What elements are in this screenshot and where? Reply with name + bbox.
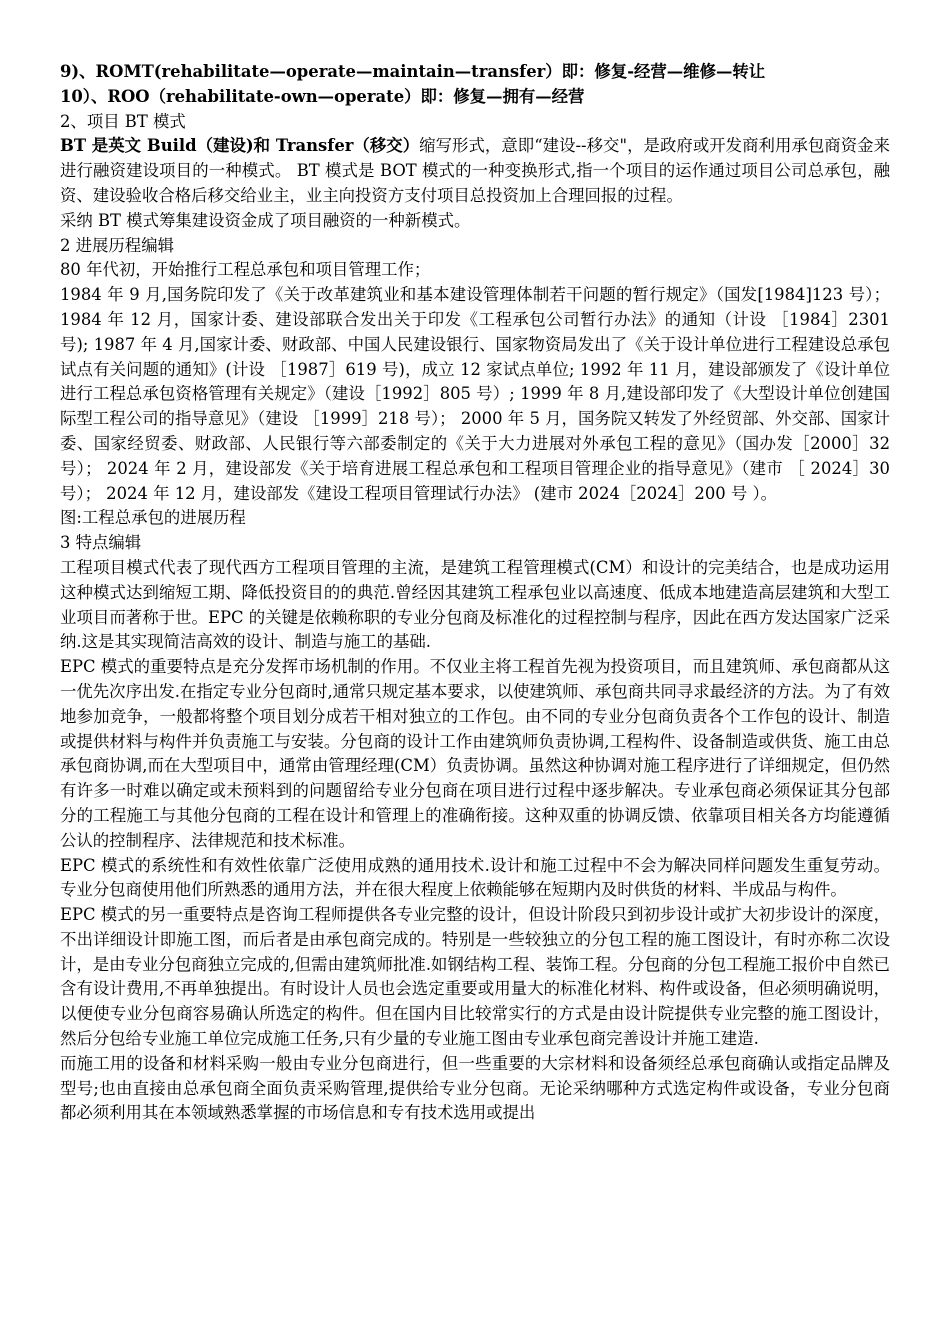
features-paragraph-4: EPC 模式的另一重要特点是咨询工程师提供各专业完整的设计，但设计阶段只到初步设计或扩大初步设计的深度，不出详细设计即施工图，而后者是由承包商完成的。特别是一些较独立的分包工程的施工图设计，有时亦称二次设计，是由专业分包商独立完成的,但需由建筑师批准.如钢结构工程、装饰工程。分包商的分包工程施工报价中自然已含有设计费用,不再单独提出。有时设计人员也会选定重要或用量大的标准化材料、构件或设备，但必须明确说明，以便使专业分包商容易确认所选定的构件。但在国内目比较常实行的方式是由设计院提供专业完整的施工图设计，然后分包给专业施工单位完成施工任务,只有少量的专业施工图由专业承包商完善设计并施工建造.	[60, 905, 890, 1049]
history-paragraph: 1984 年 9 月,国务院印发了《关于改革建筑业和基本建设管理体制若干问题的暂行规定》（国发[1984]123 号）； 1984 年 12 月，国家计委、建设部联合发出关于印发《工程承包公司暂行办法》的通知（计设 ［1984］2301 号); 1987 年 4 月,国家计委、财政部、中国人民建设银行、国家物资局发出了《关于设计单位进行工程建设总承包试点有关问题的通知》(计设 ［1987］619 号)，成立 12 家试点单位; 1992 年 11 月，建设部颁发了《设计单位进行工程总承包资格管理有关规定》（建设［1992］805 号）; 1999 年 8 月,建设部印发了《大型设计单位创建国际型工程公司的指导意见》（建设 ［1999］218 号）； 2000 年 5 月，国务院又转发了外经贸部、外交部、国家计委、国家经贸委、财政部、人民银行等六部委制定的《关于大力进展对外承包工程的意见》（国办发［2000］32 号）； 2024 年 2 月，建设部发《关于培育进展工程总承包和工程项目管理企业的指导意见》（建市 ［ 2024］30 号）； 2024 年 12 月，建设部发《建设工程项目管理试行办法》 (建市 2024［2024］200 号 ）。	[60, 285, 890, 503]
figure-caption: 图:工程总承包的进展历程	[60, 508, 246, 528]
features-heading: 3 特点编辑	[60, 533, 142, 553]
bt-intro-text: 缩写形式，意即“建设--移交"，是政府或开发商利用承包商资金来进行融资建设项目的一种模式。 BT 模式是 BOT 模式的一种变换形式,指一个项目的运作通过项目公司总承包，融资、建设验收合格后移交给业主，业主向投资方支付项目总投资加上合理回报的过程。	[60, 136, 890, 205]
features-paragraph-1: 工程项目模式代表了现代西方工程项目管理的主流，是建筑工程管理模式(CM）和设计的完美结合，也是成功运用这种模式达到缩短工期、降低投资目的的典范.曾经因其建筑工程承包业以高速度、低成本地建造高层建筑和大型工业项目而著称于世。EPC 的关键是依赖称职的专业分包商及标准化的过程控制与程序，因此在西方发达国家广泛采纳.这是其实现简洁高效的设计、制造与施工的基础.	[60, 557, 890, 652]
bt-intro-bold-term: BT 是英文 Build（建设)和 Transfer（移交）	[60, 136, 420, 156]
history-heading: 2 进展历程编辑	[60, 235, 174, 255]
features-paragraph-5: 而施工用的设备和材料采购一般由专业分包商进行，但一些重要的大宗材料和设备须经总承包商确认或指定品牌及型号;也由直接由总承包商全面负责采购管理,提供给专业分包商。无论采纳哪种方式选定构件或设备，专业分包商都必须利用其在本领域熟悉掌握的市场信息和专有技术选用或提出	[60, 1053, 890, 1123]
bt-adoption-line: 采纳 BT 模式筹集建设资金成了项目融资的一种新模式。	[60, 210, 471, 230]
features-paragraph-3: EPC 模式的系统性和有效性依靠广泛使用成熟的通用技术.设计和施工过程中不会为解决同样问题发生重复劳动。专业分包商使用他们所熟悉的通用方法，并在很大程度上依赖能够在短期内及时供货的材料、半成品与构件。	[60, 855, 890, 900]
section-bt-heading: 2、项目 BT 模式	[60, 111, 186, 131]
features-paragraph-2: EPC 模式的重要特点是充分发挥市场机制的作用。不仅业主将工程首先视为投资项目，而且建筑师、承包商都从这一优先次序出发.在指定专业分包商时,通常只规定基本要求，以使建筑师、承包商共同寻求最经济的方法。为了有效地参加竞争，一般都将整个项目划分成若干相对独立的工作包。由不同的专业分包商负责各个工作包的设计、制造或提供材料与构件并负责施工与安装。分包商的设计工作由建筑师负责协调,工程构件、设备制造或供货、施工由总承包商协调,而在大型项目中，通常由管理经理(CM）负责协调。虽然这种协调对施工程序进行了详细规定，但仍然有许多一时难以确定或未预料到的问题留给专业分包商在项目进行过程中逐步解决。专业承包商必须保证其分包部分的工程施工与其他分包商的工程在设计和管理上的准确衔接。这种双重的协调反馈、依靠项目相关各方均能遵循公认的控制程序、法律规范和技术标准。	[60, 657, 890, 850]
history-80s-line: 80 年代初，开始推行工程总承包和项目管理工作；	[60, 260, 431, 280]
bt-intro-paragraph	[60, 134, 890, 208]
document-page	[60, 60, 890, 1126]
roo-definition-line: 10）、ROO（rehabilitate-own—operate）即：修复—拥有—经营	[60, 86, 585, 106]
romt-definition-line: 9)、ROMT(rehabilitate—operate—maintain—transfer）即：修复-经营—维修—转让	[60, 62, 766, 81]
